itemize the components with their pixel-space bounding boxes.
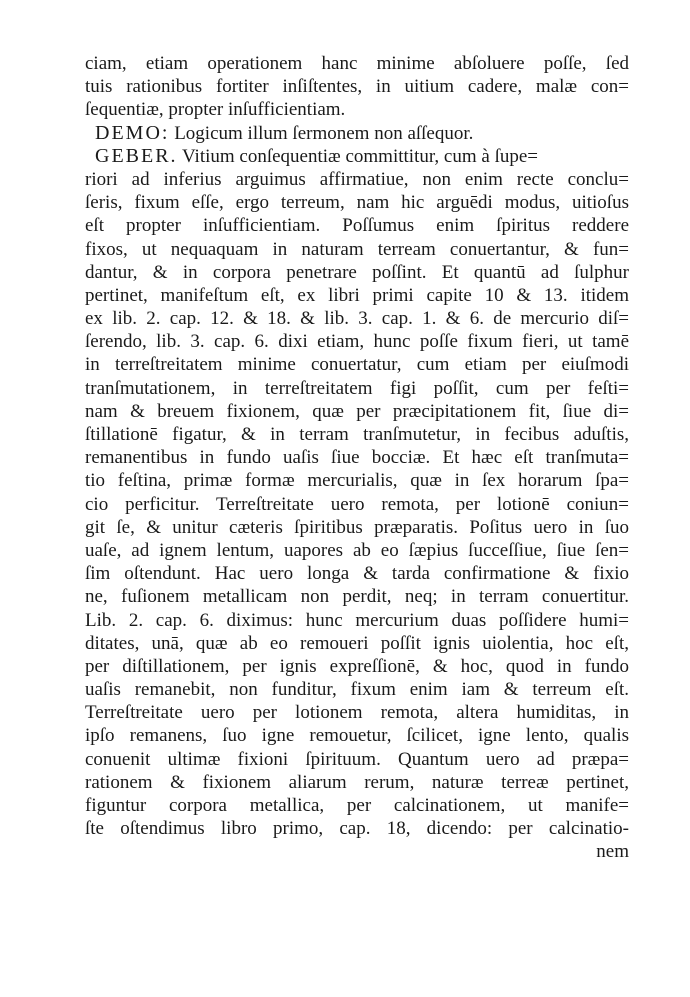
text-line — [85, 307, 629, 330]
line-text: eſt propter inſufficientiam. Poſſumus enim ſpiritus reddere — [85, 215, 629, 237]
line-text: riori ad inferius arguimus affirmatiue, non enim recte conclu= — [85, 168, 629, 190]
line-text: ipſo remanens, ſuo igne remouetur, ſcilicet, igne lento, qualis — [85, 725, 629, 747]
text-line — [85, 423, 629, 446]
text-line — [85, 748, 629, 771]
line-text: ciam, etiam operationem hanc minime abſoluere poſſe, ſed — [85, 53, 629, 74]
text-line — [85, 98, 629, 121]
text-line — [85, 469, 629, 492]
text-line — [85, 516, 629, 539]
line-text: ſequentiæ, propter inſufficientiam. — [85, 99, 346, 121]
text-line — [85, 400, 629, 423]
line-text: pertinet, manifeſtum eſt, ex libri primi capite 10 & 13. itidem — [85, 284, 629, 306]
line-text: figuntur corpora metallica, per calcinationem, ut manife= — [85, 795, 629, 816]
text-line — [85, 214, 629, 237]
line-text: ſeris, fixum eſſe, ergo terreum, nam hic arguēdi modus, uitioſus — [85, 192, 629, 214]
text-line — [85, 585, 629, 608]
line-text: rationem & fixionem aliarum rerum, naturæ terreæ pertinet, — [85, 771, 629, 793]
text-line — [85, 168, 629, 191]
line-text: git ſe, & unitur cæteris ſpiritibus præparatis. Poſitus uero in ſuo — [85, 516, 629, 538]
text-line — [85, 377, 629, 400]
text-line — [85, 678, 629, 701]
text-line — [85, 122, 629, 145]
line-text: uaſis remanebit, non funditur, fixum enim iam & terreum eſt. — [85, 679, 629, 701]
text-line — [85, 284, 629, 307]
text-line — [85, 655, 629, 678]
line-text: ſerendo, lib. 3. cap. 6. dixi etiam, hunc poſſe fixum fieri, ut tamē — [85, 331, 629, 353]
text-line — [85, 261, 629, 284]
speaker-name: DEMO: — [95, 121, 170, 144]
line-text: cio perficitur. Terreſtreitate uero remota, per lotionē coniun= — [85, 493, 629, 515]
line-text: remanentibus in fundo uaſis ſiue bocciæ. Et hæc eſt tranſmuta= — [85, 447, 629, 469]
text-line — [85, 353, 629, 376]
line-text: fixos, ut nequaquam in naturam terream conuertantur, & fun= — [85, 238, 629, 260]
line-text: ne, fuſionem metallicam non perdit, neq; in terram conuertitur. — [85, 586, 629, 608]
line-text: Terreſtreitate uero per lotionem remota, altera humiditas, in — [85, 702, 629, 724]
catchword: nem — [596, 841, 629, 863]
text-line — [85, 817, 629, 840]
line-text: per diſtillationem, per ignis expreſſionē, & hoc, quod in fundo — [85, 655, 629, 677]
text-line — [85, 724, 629, 747]
line-text: ditates, unā, quæ ab eo remoueri poſſit ignis uiolentia, hoc eſt, — [85, 632, 629, 654]
line-text: Logicum illum ſermonem non aſſequor. — [169, 122, 474, 144]
text-line — [85, 632, 629, 655]
line-text: tio feſtina, primæ formæ mercurialis, quæ in ſex horarum ſpa= — [85, 470, 629, 492]
text-line — [85, 562, 629, 585]
text-line — [85, 701, 629, 724]
text-line — [85, 609, 629, 632]
line-text: Lib. 2. cap. 6. diximus: hunc mercurium duas poſſidere humi= — [85, 609, 629, 631]
line-text: ſtillationē figatur, & in terram tranſmutetur, in fecibus aduſtis, — [85, 424, 629, 445]
text-line — [85, 52, 629, 75]
text-line — [85, 446, 629, 469]
text-line — [85, 771, 629, 794]
line-text: Vitium conſequentiæ committitur, cum à ſupe= — [177, 145, 538, 167]
text-line — [85, 794, 629, 817]
line-text: ſte oſtendimus libro primo, cap. 18, dicendo: per calcinatio- — [85, 818, 629, 840]
page-text — [85, 52, 629, 864]
line-text: tuis rationibus fortiter inſiſtentes, in uitium cadere, malæ con= — [85, 76, 629, 98]
line-text: uaſe, ad ignem lentum, uapores ab eo ſæpius ſucceſſiue, ſiue ſen= — [85, 539, 629, 561]
line-text: ſim oſtendunt. Hac uero longa & tarda confirmatione & fixio — [85, 563, 629, 585]
text-line — [85, 145, 629, 168]
text-line — [85, 493, 629, 516]
text-line — [85, 539, 629, 562]
line-text: ex lib. 2. cap. 12. & 18. & lib. 3. cap. 1. & 6. de mercurio diſ= — [85, 308, 629, 330]
text-line — [85, 238, 629, 261]
speaker-name: GEBER. — [95, 144, 178, 167]
line-text: tranſmutationem, in terreſtreitatem figi poſſit, cum per feſti= — [85, 377, 629, 399]
text-line — [85, 191, 629, 214]
line-text: nam & breuem fixionem, quæ per præcipitationem fit, ſiue di= — [85, 400, 629, 422]
line-text: dantur, & in corpora penetrare poſſint. Et quantū ad ſulphur — [85, 261, 629, 283]
text-line — [85, 330, 629, 353]
text-line — [85, 75, 629, 98]
line-text: in terreſtreitatem minime conuertatur, cum etiam per eiuſmodi — [85, 354, 629, 376]
line-text: conuenit ultimæ fixioni ſpirituum. Quantum uero ad præpa= — [85, 748, 629, 770]
